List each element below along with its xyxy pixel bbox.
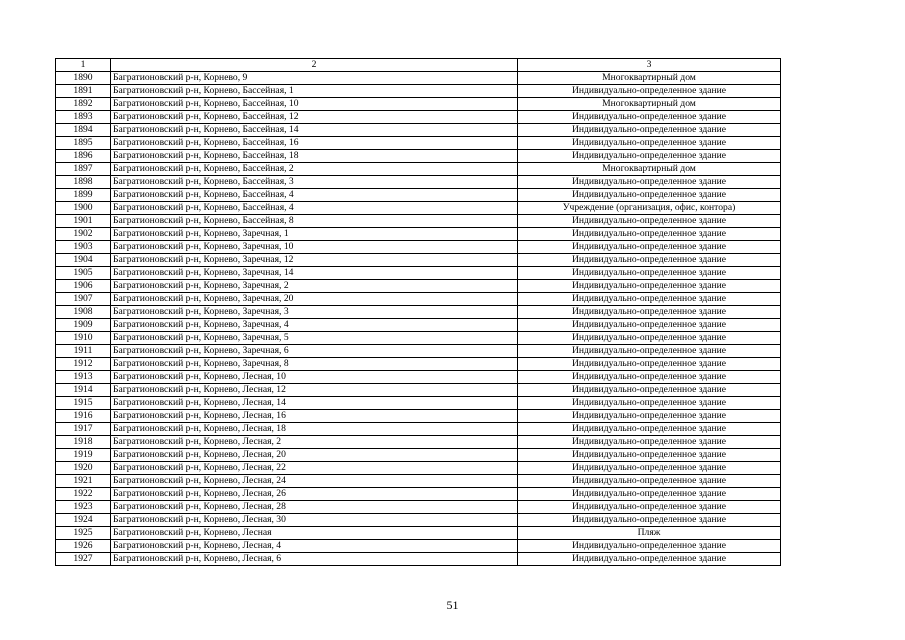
building-type-cell: Индивидуально-определенное здание [518, 176, 781, 189]
row-number-cell: 1925 [56, 527, 111, 540]
building-type-cell: Индивидуально-определенное здание [518, 137, 781, 150]
address-cell: Багратионовский р-н, Корнево, Лесная, 28 [111, 501, 518, 514]
building-type-cell: Индивидуально-определенное здание [518, 293, 781, 306]
address-cell: Багратионовский р-н, Корнево, Лесная, 16 [111, 410, 518, 423]
building-type-cell: Индивидуально-определенное здание [518, 384, 781, 397]
row-number-cell: 1900 [56, 202, 111, 215]
row-number-cell: 1907 [56, 293, 111, 306]
address-cell: Багратионовский р-н, Корнево, Заречная, 20 [111, 293, 518, 306]
address-cell: Багратионовский р-н, Корнево, Бассейная, 14 [111, 124, 518, 137]
row-number-cell: 1909 [56, 319, 111, 332]
table-row [56, 332, 781, 345]
building-type-cell: Индивидуально-определенное здание [518, 345, 781, 358]
row-number-cell: 1920 [56, 462, 111, 475]
address-cell: Багратионовский р-н, Корнево, Лесная, 24 [111, 475, 518, 488]
table-row [56, 189, 781, 202]
address-cell: Багратионовский р-н, Корнево, Заречная, 6 [111, 345, 518, 358]
address-cell: Багратионовский р-н, Корнево, Бассейная, 4 [111, 189, 518, 202]
row-number-cell: 1919 [56, 449, 111, 462]
building-type-cell: Индивидуально-определенное здание [518, 488, 781, 501]
row-number-cell: 1916 [56, 410, 111, 423]
table-row [56, 293, 781, 306]
row-number-cell: 1924 [56, 514, 111, 527]
building-type-cell: Индивидуально-определенное здание [518, 111, 781, 124]
header-cell-address: 2 [111, 59, 518, 72]
address-cell: Багратионовский р-н, Корнево, Заречная, 4 [111, 319, 518, 332]
table-row [56, 436, 781, 449]
address-cell: Багратионовский р-н, Корнево, Бассейная, 8 [111, 215, 518, 228]
row-number-cell: 1922 [56, 488, 111, 501]
table-row [56, 514, 781, 527]
address-cell: Багратионовский р-н, Корнево, Лесная, 30 [111, 514, 518, 527]
row-number-cell: 1910 [56, 332, 111, 345]
table-row [56, 241, 781, 254]
header-row [56, 59, 781, 72]
table-row [56, 345, 781, 358]
row-number-cell: 1894 [56, 124, 111, 137]
building-type-cell: Индивидуально-определенное здание [518, 228, 781, 241]
row-number-cell: 1906 [56, 280, 111, 293]
address-cell: Багратионовский р-н, Корнево, Лесная, 20 [111, 449, 518, 462]
table-row [56, 202, 781, 215]
page-number: 51 [446, 598, 459, 612]
building-type-cell: Учреждение (организация, офис, контора) [518, 202, 781, 215]
row-number-cell: 1899 [56, 189, 111, 202]
table-row [56, 319, 781, 332]
row-number-cell: 1896 [56, 150, 111, 163]
address-cell: Багратионовский р-н, Корнево, Лесная, 18 [111, 423, 518, 436]
address-cell: Багратионовский р-н, Корнево, Заречная, 8 [111, 358, 518, 371]
row-number-cell: 1903 [56, 241, 111, 254]
row-number-cell: 1918 [56, 436, 111, 449]
building-type-cell: Индивидуально-определенное здание [518, 540, 781, 553]
address-cell: Багратионовский р-н, Корнево, Лесная, 2 [111, 436, 518, 449]
row-number-cell: 1897 [56, 163, 111, 176]
address-cell: Багратионовский р-н, Корнево, Лесная, 6 [111, 553, 518, 566]
row-number-cell: 1913 [56, 371, 111, 384]
address-cell: Багратионовский р-н, Корнево, Заречная, 14 [111, 267, 518, 280]
address-cell: Багратионовский р-н, Корнево, Заречная, 10 [111, 241, 518, 254]
building-type-cell: Индивидуально-определенное здание [518, 371, 781, 384]
table-row [56, 384, 781, 397]
table-body [56, 59, 781, 566]
building-type-cell: Индивидуально-определенное здание [518, 215, 781, 228]
table-row [56, 163, 781, 176]
building-type-cell: Индивидуально-определенное здание [518, 319, 781, 332]
address-cell: Багратионовский р-н, Корнево, Бассейная, 2 [111, 163, 518, 176]
row-number-cell: 1892 [56, 98, 111, 111]
building-type-cell: Индивидуально-определенное здание [518, 475, 781, 488]
row-number-cell: 1917 [56, 423, 111, 436]
address-cell: Багратионовский р-н, Корнево, Бассейная, 3 [111, 176, 518, 189]
building-type-cell: Индивидуально-определенное здание [518, 280, 781, 293]
table-row [56, 124, 781, 137]
address-cell: Багратионовский р-н, Корнево, Заречная, 2 [111, 280, 518, 293]
building-type-cell: Многоквартирный дом [518, 72, 781, 85]
row-number-cell: 1904 [56, 254, 111, 267]
row-number-cell: 1926 [56, 540, 111, 553]
table-row [56, 228, 781, 241]
table-row [56, 280, 781, 293]
address-table [55, 58, 781, 566]
building-type-cell: Индивидуально-определенное здание [518, 423, 781, 436]
table-row [56, 150, 781, 163]
building-type-cell: Индивидуально-определенное здание [518, 449, 781, 462]
building-type-cell: Индивидуально-определенное здание [518, 150, 781, 163]
row-number-cell: 1890 [56, 72, 111, 85]
address-cell: Багратионовский р-н, Корнево, Лесная, 12 [111, 384, 518, 397]
building-type-cell: Пляж [518, 527, 781, 540]
building-type-cell: Многоквартирный дом [518, 163, 781, 176]
table-row [56, 501, 781, 514]
table-row [56, 306, 781, 319]
row-number-cell: 1915 [56, 397, 111, 410]
row-number-cell: 1908 [56, 306, 111, 319]
table-row [56, 358, 781, 371]
building-type-cell: Многоквартирный дом [518, 98, 781, 111]
address-cell: Багратионовский р-н, Корнево, Заречная, 5 [111, 332, 518, 345]
building-type-cell: Индивидуально-определенное здание [518, 358, 781, 371]
table-row [56, 553, 781, 566]
address-cell: Багратионовский р-н, Корнево, Заречная, 12 [111, 254, 518, 267]
address-cell: Багратионовский р-н, Корнево, Заречная, 3 [111, 306, 518, 319]
address-cell: Багратионовский р-н, Корнево, Заречная, 1 [111, 228, 518, 241]
table-row [56, 98, 781, 111]
table-row [56, 371, 781, 384]
row-number-cell: 1902 [56, 228, 111, 241]
row-number-cell: 1921 [56, 475, 111, 488]
table-row [56, 137, 781, 150]
table-row [56, 488, 781, 501]
row-number-cell: 1927 [56, 553, 111, 566]
row-number-cell: 1911 [56, 345, 111, 358]
table-row [56, 410, 781, 423]
table-row [56, 267, 781, 280]
header-cell-number: 1 [56, 59, 111, 72]
building-type-cell: Индивидуально-определенное здание [518, 501, 781, 514]
address-cell: Багратионовский р-н, Корнево, Лесная, 4 [111, 540, 518, 553]
row-number-cell: 1893 [56, 111, 111, 124]
row-number-cell: 1898 [56, 176, 111, 189]
building-type-cell: Индивидуально-определенное здание [518, 397, 781, 410]
row-number-cell: 1905 [56, 267, 111, 280]
row-number-cell: 1901 [56, 215, 111, 228]
row-number-cell: 1912 [56, 358, 111, 371]
building-type-cell: Индивидуально-определенное здание [518, 124, 781, 137]
row-number-cell: 1914 [56, 384, 111, 397]
table-row [56, 449, 781, 462]
address-cell: Багратионовский р-н, Корнево, Бассейная, 1 [111, 85, 518, 98]
table-row [56, 475, 781, 488]
table-row [56, 254, 781, 267]
address-cell: Багратионовский р-н, Корнево, Лесная, 22 [111, 462, 518, 475]
building-type-cell: Индивидуально-определенное здание [518, 332, 781, 345]
address-cell: Багратионовский р-н, Корнево, Бассейная, 16 [111, 137, 518, 150]
row-number-cell: 1891 [56, 85, 111, 98]
table-row [56, 462, 781, 475]
table-row [56, 72, 781, 85]
address-cell: Багратионовский р-н, Корнево, Лесная [111, 527, 518, 540]
row-number-cell: 1895 [56, 137, 111, 150]
address-cell: Багратионовский р-н, Корнево, Бассейная, 12 [111, 111, 518, 124]
building-type-cell: Индивидуально-определенное здание [518, 553, 781, 566]
building-type-cell: Индивидуально-определенное здание [518, 462, 781, 475]
address-cell: Багратионовский р-н, Корнево, Лесная, 26 [111, 488, 518, 501]
header-cell-type: 3 [518, 59, 781, 72]
table-row [56, 111, 781, 124]
building-type-cell: Индивидуально-определенное здание [518, 189, 781, 202]
building-type-cell: Индивидуально-определенное здание [518, 514, 781, 527]
address-cell: Багратионовский р-н, Корнево, 9 [111, 72, 518, 85]
address-cell: Багратионовский р-н, Корнево, Лесная, 10 [111, 371, 518, 384]
address-cell: Багратионовский р-н, Корнево, Бассейная, 10 [111, 98, 518, 111]
table-row [56, 85, 781, 98]
row-number-cell: 1923 [56, 501, 111, 514]
table-row [56, 527, 781, 540]
table-row [56, 397, 781, 410]
building-type-cell: Индивидуально-определенное здание [518, 241, 781, 254]
building-type-cell: Индивидуально-определенное здание [518, 85, 781, 98]
building-type-cell: Индивидуально-определенное здание [518, 267, 781, 280]
building-type-cell: Индивидуально-определенное здание [518, 254, 781, 267]
address-cell: Багратионовский р-н, Корнево, Бассейная, 4 [111, 202, 518, 215]
address-cell: Багратионовский р-н, Корнево, Бассейная, 18 [111, 150, 518, 163]
building-type-cell: Индивидуально-определенное здание [518, 410, 781, 423]
table-row [56, 423, 781, 436]
table-row [56, 540, 781, 553]
address-cell: Багратионовский р-н, Корнево, Лесная, 14 [111, 397, 518, 410]
table-row [56, 215, 781, 228]
building-type-cell: Индивидуально-определенное здание [518, 436, 781, 449]
building-type-cell: Индивидуально-определенное здание [518, 306, 781, 319]
table-row [56, 176, 781, 189]
